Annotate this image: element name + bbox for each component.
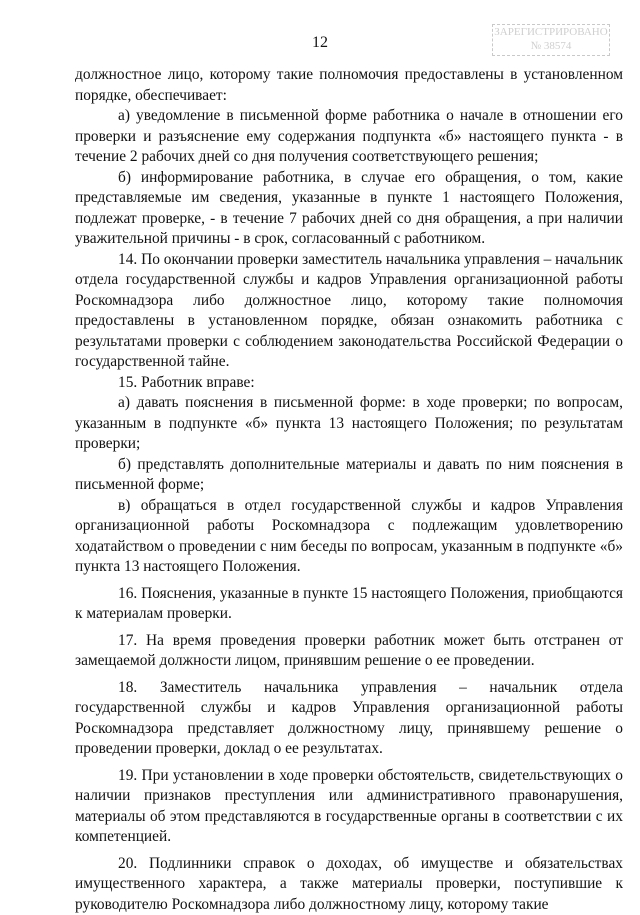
document-body [75,65,623,915]
clause-14: 14. По окончании проверки заместитель начальника управления – начальник отдела государственной службы и кадров Управления организационной работы Роскомнадзора либо должностное лицо, которому такие полномочия предоставлены в установленном порядке, обязан ознакомить работника с результатами проверки с соблюдением законодательства Российской Федерации о государственной тайне. [75,250,623,373]
subitem-a-notification: а) уведомление в письменной форме работника о начале в отношении его проверки и разъяснение ему содержания подпункта «б» настоящего пункта - в течение 2 рабочих дней со дня получения соответствующего решения; [75,106,623,168]
page-number: 12 [0,34,640,52]
clause-17: 17. На время проведения проверки работник может быть отстранен от замещаемой должности лицом, принявшим решение о ее проведении. [75,631,623,672]
clause-19: 19. При установлении в ходе проверки обстоятельств, свидетельствующих о наличии признаков преступления или административного правонарушения, материалы об этом представляются в государственные органы в соответствии с их компетенцией. [75,766,623,848]
registration-stamp [492,24,610,56]
stamp-line: ЗАРЕГИСТРИРОВАНО [493,25,609,39]
subitem-b-information: б) информирование работника, в случае его обращения, о том, какие представляемые им сведения, указанные в пункте 1 настоящего Положения, подлежат проверке, - в течение 7 рабочих дней со дня обращения, а при наличии уважительной причины - в срок, согласованный с работником. [75,168,623,250]
clause-15: 15. Работник вправе: [75,373,623,394]
clause-15-subitem-c: в) обращаться в отдел государственной службы и кадров Управления организационной работы Роскомнадзора с подлежащим удовлетворению ходатайством о проведении с ним беседы по вопросам, указанным в подпункте «б» пункта 13 настоящего Положения. [75,496,623,578]
clause-15-subitem-a: а) давать пояснения в письменной форме: в ходе проверки; по вопросам, указанным в подпункте «б» пункта 13 настоящего Положения; по результатам проверки; [75,393,623,455]
clause-18: 18. Заместитель начальника управления – начальник отдела государственной службы и кадров Управления организационной работы Роскомнадзора представляет должностному лицу, принявшему решение о проведении проверки, доклад о ее результатах. [75,678,623,760]
clause-15-subitem-b: б) представлять дополнительные материалы и давать по ним пояснения в письменной форме; [75,455,623,496]
clause-20: 20. Подлинники справок о доходах, об имуществе и обязательствах имущественного характера, а также материалы проверки, поступившие к руководителю Роскомнадзора либо должностному лицу, которому такие [75,854,623,915]
clause-16: 16. Пояснения, указанные в пункте 15 настоящего Положения, приобщаются к материалам проверки. [75,584,623,625]
stamp-line: № 38574 [493,39,609,53]
paragraph-continuation: должностное лицо, которому такие полномочия предоставлены в установленном порядке, обеспечивает: [75,65,623,106]
